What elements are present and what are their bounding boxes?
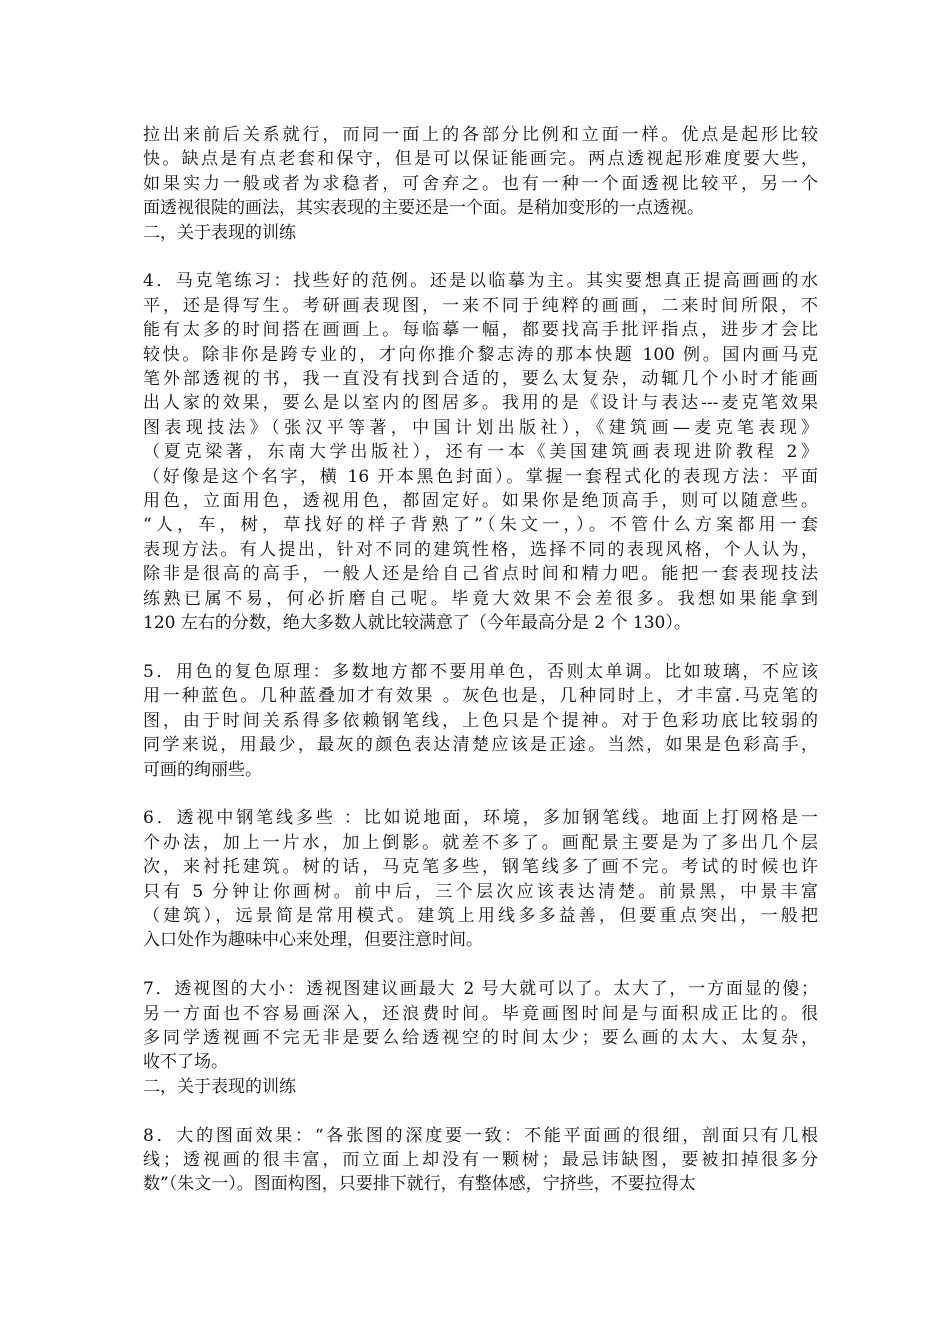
text-line: 用一种蓝色。几种蓝叠加才有效果 。灰色也是，几种同时上，才丰富.马克笔的 bbox=[143, 686, 818, 707]
text-line: 次，来衬托建筑。树的话，马克笔多些，钢笔线多了画不完。考试的时候也许 bbox=[143, 857, 818, 878]
text-line: 图，由于时间关系得多依赖钢笔线，上色只是个提神。对于色彩功底比较弱的 bbox=[143, 710, 818, 731]
text-line: 4．马克笔练习：找些好的范例。还是以临摹为主。其实要想真正提高画画的水 bbox=[143, 271, 818, 292]
text-line: （好像是这个名字，横 16 开本黑色封面）。掌握一套程式化的表现方法：平面 bbox=[143, 466, 818, 487]
text-line: 7．透视图的大小：透视图建议画最大 2 号大就可以了。太大了，一方面显的傻； bbox=[143, 979, 818, 1000]
heading-text: 二，关于表现的训练 bbox=[143, 222, 296, 243]
paragraph-spacer bbox=[143, 782, 818, 806]
item-4-marker-practice bbox=[143, 269, 818, 635]
text-line: 线；透视画的很丰富，而立面上却没有一颗树；最忌讳缺图，要被扣掉很多分 bbox=[143, 1149, 818, 1170]
text-line: 入口处作为趣味中心来处理，但要注意时间。 bbox=[143, 930, 483, 951]
item-5-color-principle bbox=[143, 660, 818, 782]
text-line: 可画的绚丽些。 bbox=[143, 759, 262, 780]
text-line: 用色，立面用色，透视用色，都固定好。如果你是绝顶高手，则可以随意些。 bbox=[143, 491, 818, 512]
section-heading-repeat bbox=[143, 1075, 818, 1099]
heading-text: 二，关于表现的训练 bbox=[143, 1076, 296, 1097]
text-line: 收不了场。 bbox=[143, 1052, 228, 1073]
text-line: “人，车，树，草找好的样子背熟了”（朱文一，）。不管什么方案都用一套 bbox=[143, 515, 818, 536]
text-line: 另一方面也不容易画深入，还浪费时间。毕竟画图时间是与面积成正比的。很 bbox=[143, 1003, 818, 1024]
text-line: 较快。除非你是跨专业的，才向你推介黎志涛的那本快题 100 例。国内画马克 bbox=[143, 344, 818, 365]
text-line: 数”（朱文一）。图面构图，只要排下就行，有整体感，宁挤些，不要拉得太 bbox=[143, 1174, 696, 1195]
text-line: 多同学透视画不完无非是要么给透视空的时间太少；要么画的太大、太复杂， bbox=[143, 1027, 818, 1048]
text-line: 5．用色的复色原理：多数地方都不要用单色，否则太单调。比如玻璃，不应该 bbox=[143, 661, 818, 682]
item-6-pen-lines bbox=[143, 806, 818, 952]
text-line: 快。缺点是有点老套和保守，但是可以保证能画完。两点透视起形难度要大些， bbox=[143, 149, 818, 170]
text-line: 笔外部透视的书，我一直没有找到合适的，要么太复杂，动辄几个小时才能画 bbox=[143, 369, 818, 390]
text-line: 表现方法。有人提出，针对不同的建筑性格，选择不同的表现风格，个人认为， bbox=[143, 539, 818, 560]
section-heading bbox=[143, 221, 818, 245]
paragraph-spacer bbox=[143, 245, 818, 269]
text-line: 图表现技法》（张汉平等著，中国计划出版社），《建筑画—麦克笔表现》 bbox=[143, 417, 818, 438]
item-7-perspective-size bbox=[143, 977, 818, 1075]
paragraph-spacer bbox=[143, 953, 818, 977]
text-line: 6．透视中钢笔线多些 ：比如说地面，环境，多加钢笔线。地面上打网格是一 bbox=[143, 808, 818, 829]
text-line: 平，还是得写生。考研画表现图，一来不同于纯粹的画画，二来时间所限，不 bbox=[143, 295, 818, 316]
paragraph-spacer bbox=[143, 1099, 818, 1123]
text-line: 只有 5 分钟让你画树。前中后，三个层次应该表达清楚。前景黑，中景丰富 bbox=[143, 881, 818, 902]
text-line: 120 左右的分数，绝大多数人就比较满意了（今年最高分是 2 个 130）。 bbox=[143, 613, 691, 634]
text-line: 拉出来前后关系就行，而同一面上的各部分比例和立面一样。优点是起形比较 bbox=[143, 125, 818, 145]
item-8-overall-effect bbox=[143, 1124, 818, 1197]
text-line: （夏克梁著，东南大学出版社），还有一本《美国建筑画表现进阶教程 2》 bbox=[143, 442, 818, 463]
text-line: 出人家的效果，要么是以室内的图居多。我用的是《设计与表达---麦克笔效果 bbox=[143, 393, 818, 414]
intro-paragraph bbox=[143, 123, 818, 221]
paragraph-spacer bbox=[143, 636, 818, 660]
text-line: 如果实力一般或者为求稳者，可舍弃之。也有一种一个面透视比较平，另一个 bbox=[143, 173, 818, 194]
document-page bbox=[143, 123, 818, 1197]
text-line: 8．大的图面效果：“各张图的深度要一致：不能平面画的很细，剖面只有几根 bbox=[143, 1125, 818, 1146]
text-line: 除非是很高的高手，一般人还是给自己省点时间和精力吧。能把一套表现技法 bbox=[143, 564, 818, 585]
text-line: 同学来说，用最少，最灰的颜色表达清楚应该是正途。当然，如果是色彩高手， bbox=[143, 735, 818, 756]
text-line: 面透视很陡的画法，其实表现的主要还是一个面。是稍加变形的一点透视。 bbox=[143, 198, 704, 219]
text-line: 能有太多的时间搭在画画上。每临摹一幅，都要找高手批评指点，进步才会比 bbox=[143, 320, 818, 341]
text-line: 练熟已属不易，何必折磨自己呢。毕竟大效果不会差很多。我想如果能拿到 bbox=[143, 588, 818, 609]
text-line: （建筑），远景简是常用模式。建筑上用线多多益善，但要重点突出，一般把 bbox=[143, 905, 818, 926]
text-line: 个办法，加上一片水，加上倒影。就差不多了。画配景主要是为了多出几个层 bbox=[143, 832, 818, 853]
